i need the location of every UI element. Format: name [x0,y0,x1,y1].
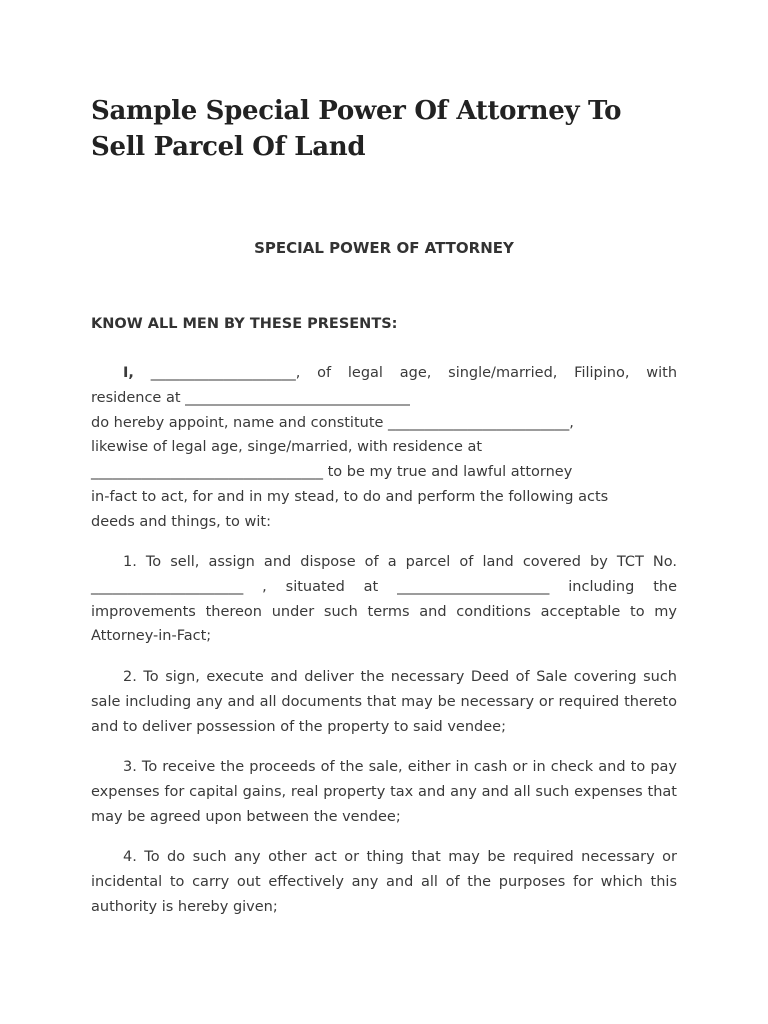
intro-line-3: do hereby appoint, name and constitute _________________________, [91,414,574,431]
intro-line-7: deeds and things, to wit: [91,513,271,530]
intro-line-5: ________________________________ to be my true and lawful attorney [91,464,573,481]
document-heading: SPECIAL POWER OF ATTORNEY [254,239,514,257]
list-item: 2. To sign, execute and deliver the necessary Deed of Sale covering such sale including any and all documents that may be necessary or required thereto and to deliver possession of the property to said vendee; [91,669,677,735]
intro-line-6: in-fact to act, for and in my stead, to do and perform the following acts [91,488,609,505]
list-item: 4. To do such any other act or thing that may be required necessary or incidental to carry out effectively any and all of the purposes for which this authority is hereby given; [91,849,677,915]
page-title: Sample Special Power Of Attorney To Sell Parcel Of Land [91,96,622,162]
preamble: KNOW ALL MEN BY THESE PRESENTS: [91,316,398,332]
intro-line-1 [91,361,677,386]
list-item: 3. To receive the proceeds of the sale, either in cash or in check and to pay expenses for capital gains, real property tax and any and all such expenses that may be agreed upon between the vendee; [91,759,677,825]
intro-paragraph [91,361,677,535]
intro-line-1-text: ____________________, of legal age, single/married, Filipino, with [150,365,678,381]
intro-line-4: likewise of legal age, singe/married, with residence at [91,439,483,456]
intro-pronoun: I, [123,365,134,381]
intro-line-2: residence at _______________________________ [91,389,410,406]
list-item: 1. To sell, assign and dispose of a parcel of land covered by TCT No. _____________________ , situated at _____________________ including the improvements thereon under such terms and conditions acceptable to my Attorney-in-Fact; [91,554,677,645]
